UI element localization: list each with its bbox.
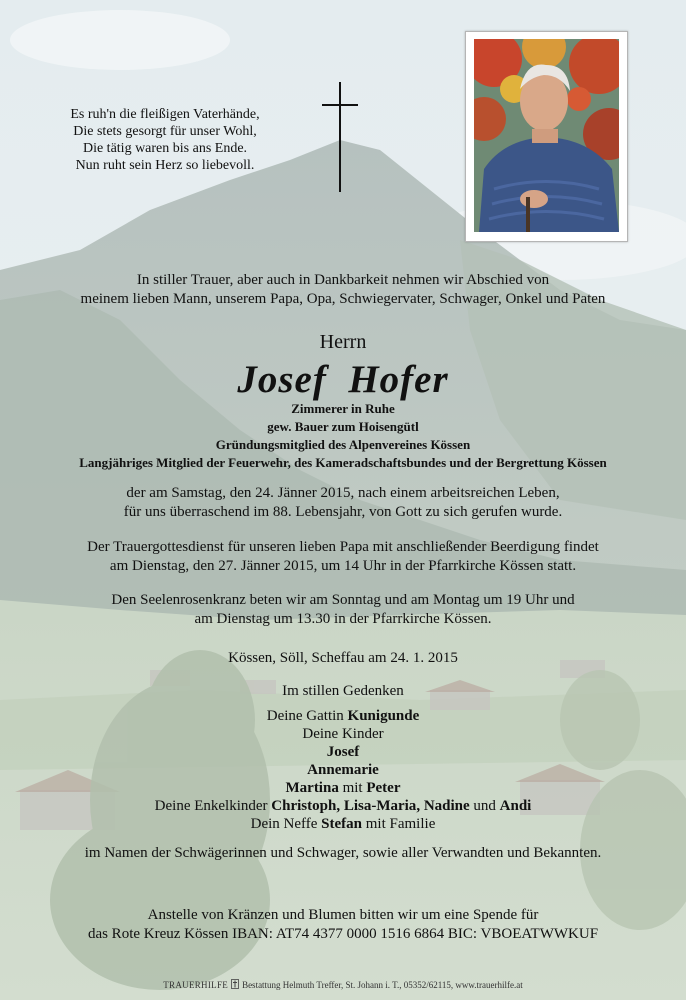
deceased-name: Josef Hofer (237, 358, 449, 401)
salutation: Herrn (319, 331, 367, 353)
family-nephew (0, 815, 686, 833)
death-line: der am Samstag, den 24. Jänner 2015, nach einem arbeitsreichen Leben, (126, 485, 560, 501)
wife-prefix: Deine Gattin (266, 708, 348, 724)
intro-text (0, 271, 686, 309)
child-name: Martina (285, 780, 339, 796)
footer (0, 979, 686, 990)
rosary-line: Den Seelenrosenkranz beten wir am Sonntag und am Montag um 19 Uhr und (111, 592, 575, 608)
title-line: Zimmerer in Ruhe (291, 401, 395, 416)
trauerhilfe-logo-icon (231, 979, 239, 989)
connector-text: mit (338, 780, 367, 796)
poem-line: Die stets gesorgt für unser Wohl, (73, 124, 257, 139)
child-name: Josef (326, 744, 360, 760)
poem-line: Nun ruht sein Herz so liebevoll. (75, 158, 255, 173)
rosary-info (0, 591, 686, 629)
title-line: gew. Bauer zum Hoisengütl (267, 419, 419, 434)
donation-line: Anstelle von Kränzen und Blumen bitten wir um eine Spende für (147, 907, 539, 923)
wife-name: Kunigunde (347, 708, 420, 724)
donation-request (0, 906, 686, 944)
funeral-info (0, 538, 686, 576)
child-name: Annemarie (307, 762, 379, 778)
family-child-partner (0, 779, 686, 797)
connector-text: und (469, 798, 500, 814)
partner-name: Peter (366, 780, 401, 796)
intro-line: meinem lieben Mann, unserem Papa, Opa, Schwiegervater, Schwager, Onkel und Paten (80, 291, 606, 307)
family-wife (0, 707, 686, 725)
rosary-line: am Dienstag um 13.30 in der Pfarrkirche Kössen. (194, 611, 492, 627)
cross-icon (322, 82, 358, 192)
footer-text: Bestattung Helmuth Treffer, St. Johann i. T., 05352/62115, www.trauerhilfe.at (242, 980, 523, 990)
nephew-name: Stefan (321, 816, 363, 832)
family-list (0, 707, 686, 833)
title-line: Langjähriges Mitglied der Feuerwehr, des Kameradschaftsbundes und der Bergrettung Kössen (79, 455, 607, 470)
title-line: Gründungsmitglied des Alpenvereines Kössen (215, 437, 471, 452)
grandchild-name: Andi (499, 798, 532, 814)
portrait-photo (465, 31, 628, 242)
children-label: Deine Kinder (302, 726, 384, 742)
separator: , (416, 798, 424, 814)
separator: , (336, 798, 344, 814)
donation-line: das Rote Kreuz Kössen IBAN: AT74 4377 0000 1516 6864 BIC: VBOEATWWKUF (87, 926, 599, 942)
funeral-line: Der Trauergottesdienst für unseren lieben Papa mit anschließender Beerdigung findet (87, 539, 599, 555)
place-date: Kössen, Söll, Scheffau am 24. 1. 2015 (228, 650, 458, 666)
deceased-titles (0, 400, 686, 472)
grandchild-name: Nadine (423, 798, 470, 814)
nephew-suffix: mit Familie (362, 816, 436, 832)
footer-brand: TRAUERHILFE (163, 980, 229, 990)
death-announcement (0, 484, 686, 522)
family-grandchildren (0, 797, 686, 815)
poem-line: Es ruh'n die fleißigen Vaterhände, (70, 107, 260, 122)
portrait-photo-icon (474, 39, 619, 232)
memory-heading: Im stillen Gedenken (282, 683, 404, 699)
relatives-line: im Namen der Schwägerinnen und Schwager, sowie aller Verwandten und Bekannten. (84, 845, 602, 861)
grandchild-name: Lisa-Maria (343, 798, 417, 814)
funeral-line: am Dienstag, den 27. Jänner 2015, um 14 Uhr in der Pfarrkirche Kössen statt. (109, 558, 577, 574)
death-line: für uns überraschend im 88. Lebensjahr, von Gott zu sich gerufen wurde. (123, 504, 563, 520)
intro-line: In stiller Trauer, aber auch in Dankbarkeit nehmen wir Abschied von (136, 272, 550, 288)
grandchild-name: Christoph (271, 798, 337, 814)
poem (40, 106, 290, 174)
grandchildren-prefix: Deine Enkelkinder (154, 798, 272, 814)
poem-line: Die tätig waren bis ans Ende. (82, 141, 248, 156)
nephew-prefix: Dein Neffe (250, 816, 322, 832)
